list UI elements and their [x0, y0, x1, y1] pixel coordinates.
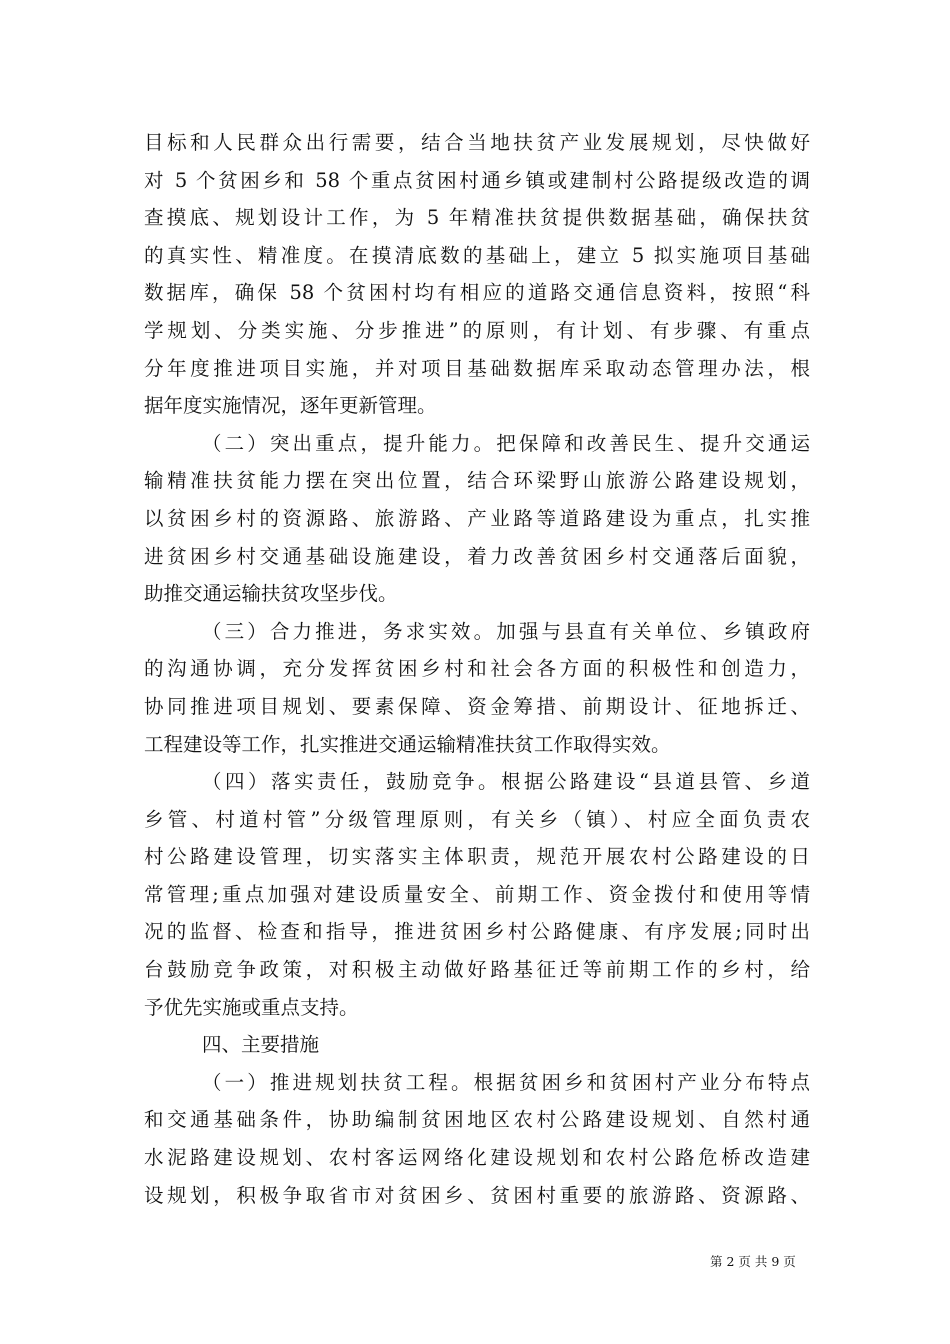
text-line: 予优先实施或重点支持。	[144, 995, 359, 1019]
text-line: 对 5 个贫困乡和 58 个重点贫困村通乡镇或建制村公路提级改造的调	[144, 168, 810, 192]
text-line: 数据库，确保 58 个贫困村均有相应的道路交通信息资料，按照“科	[144, 281, 810, 305]
text-line: 台鼓励竞争政策，对积极主动做好路基征迁等前期工作的乡村，给	[144, 958, 810, 982]
text-line: 常管理;重点加强对建设质量安全、前期工作、资金拨付和使用等情	[144, 882, 810, 906]
paragraph-start-line: （三）合力推进，务求实效。加强与县直有关单位、乡镇政府	[202, 619, 810, 643]
text-line: 况的监督、检查和指导，推进贫困乡村公路健康、有序发展;同时出	[144, 920, 810, 944]
text-line: 乡管、村道村管”分级管理原则，有关乡（镇）、村应全面负责农	[144, 807, 810, 831]
text-line: 查摸底、规划设计工作，为 5 年精准扶贫提供数据基础，确保扶贫	[144, 206, 810, 230]
section-heading: 四、主要措施	[202, 1033, 320, 1057]
text-line: 输精准扶贫能力摆在突出位置，结合环梁野山旅游公路建设规划，	[144, 469, 810, 493]
text-line: 的真实性、精准度。在摸清底数的基础上，建立 5 拟实施项目基础	[144, 243, 810, 267]
paragraph-start-line: （一）推进规划扶贫工程。根据贫困乡和贫困村产业分布特点	[202, 1070, 810, 1094]
text-line: 村公路建设管理，切实落实主体职责，规范开展农村公路建设的日	[144, 845, 810, 869]
text-line: 工程建设等工作，扎实推进交通运输精准扶贫工作取得实效。	[144, 732, 671, 756]
text-line: 设规划，积极争取省市对贫困乡、贫困村重要的旅游路、资源路、	[144, 1183, 810, 1207]
text-line: 目标和人民群众出行需要，结合当地扶贫产业发展规划，尽快做好	[144, 131, 810, 154]
body-text	[144, 124, 810, 1214]
text-line: 据年度实施情况，逐年更新管理。	[144, 394, 437, 418]
text-line: 进贫困乡村交通基础设施建设，着力改善贫困乡村交通落后面貌，	[144, 544, 810, 568]
text-line: 以贫困乡村的资源路、旅游路、产业路等道路建设为重点，扎实推	[144, 506, 810, 530]
text-line: 助推交通运输扶贫攻坚步伐。	[144, 582, 398, 606]
text-line: 学规划、分类实施、分步推进”的原则，有计划、有步骤、有重点	[144, 318, 810, 342]
page-number-footer: 第 2 页 共 9 页	[710, 1254, 796, 1269]
paragraph-start-line: （四）落实责任，鼓励竞争。根据公路建设“县道县管、乡道	[202, 770, 810, 794]
text-line: 和交通基础条件，协助编制贫困地区农村公路建设规划、自然村通	[144, 1108, 810, 1132]
paragraph-start-line: （二）突出重点，提升能力。把保障和改善民生、提升交通运	[202, 431, 810, 455]
text-line: 水泥路建设规划、农村客运网络化建设规划和农村公路危桥改造建	[144, 1146, 810, 1170]
text-line: 分年度推进项目实施，并对项目基础数据库采取动态管理办法，根	[144, 356, 810, 380]
text-line: 的沟通协调，充分发挥贫困乡村和社会各方面的积极性和创造力，	[144, 657, 810, 681]
text-line: 协同推进项目规划、要素保障、资金筹措、前期设计、征地拆迁、	[144, 694, 810, 718]
